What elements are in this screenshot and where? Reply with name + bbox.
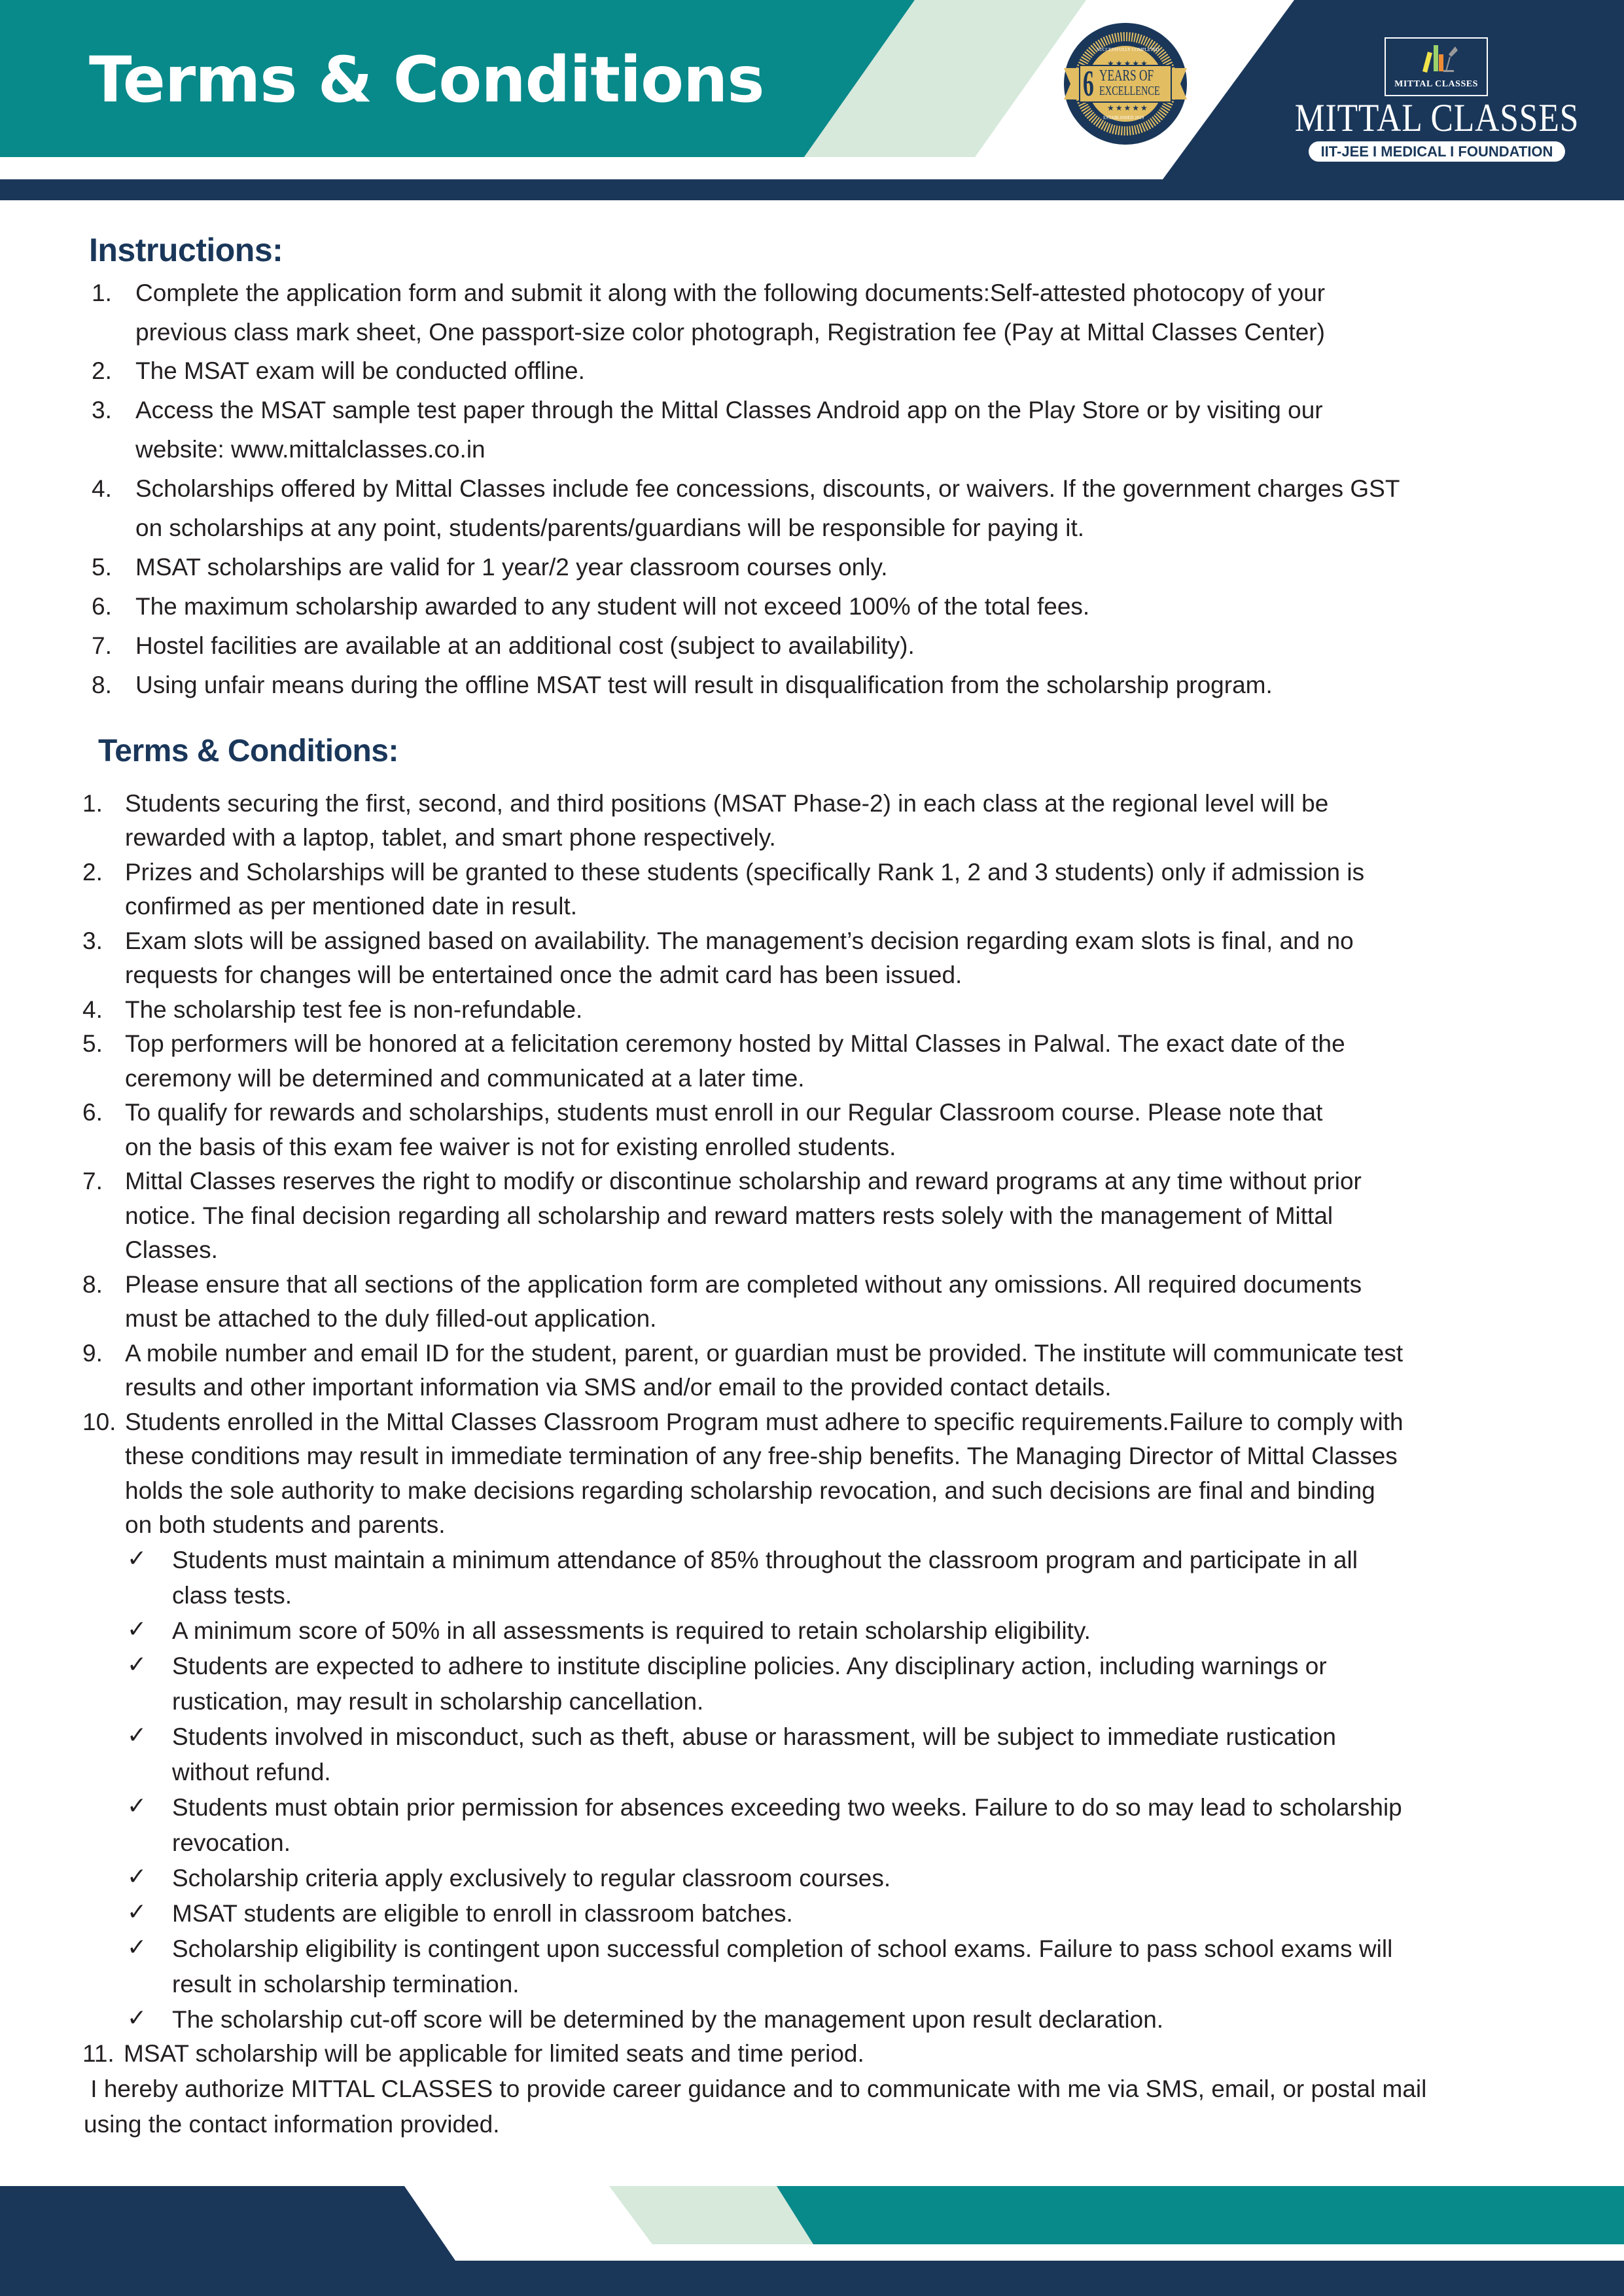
checkmark-icon: ✓	[127, 1722, 147, 1749]
term-line: Exam slots will be assigned based on availability. The management’s decision regarding exam slots is final, and no	[125, 927, 1354, 954]
term-line: on both students and parents.	[125, 1511, 446, 1538]
term-number: 3.	[82, 927, 103, 954]
term-line: these conditions may result in immediate termination of any free-ship benefits. The Managing Director of Mittal Classes	[125, 1443, 1398, 1469]
logo-box	[1385, 37, 1488, 96]
instruction-number: 1.	[92, 279, 112, 306]
instruction-line: previous class mark sheet, One passport-size color photograph, Registration fee (Pay at Mittal Classes Center)	[135, 319, 1325, 346]
checklist-line: A minimum score of 50% in all assessments is required to retain scholarship eligibility.	[172, 1617, 1091, 1644]
term-line: MSAT scholarship will be applicable for limited seats and time period.	[124, 2040, 864, 2067]
badge-line2: EXCELLENCE	[1099, 84, 1160, 98]
instruction-line: Using unfair means during the offline MSAT test will result in disqualification from the scholarship program.	[135, 672, 1273, 698]
term-line: rewarded with a laptop, tablet, and smart phone respectively.	[125, 824, 776, 851]
term-number: 9.	[82, 1340, 103, 1367]
checklist-line: revocation.	[172, 1829, 291, 1856]
checkmark-icon: ✓	[127, 1863, 147, 1890]
term-line: Prizes and Scholarships will be granted to these students (specifically Rank 1, 2 and 3 students) only if admission is	[125, 859, 1365, 886]
checklist-line: The scholarship cut-off score will be determined by the management upon result declaration.	[172, 2006, 1164, 2033]
instruction-line: Hostel facilities are available at an additional cost (subject to availability).	[135, 632, 915, 659]
checklist-line: Students must maintain a minimum attendance of 85% throughout the classroom program and participate in all	[172, 1547, 1358, 1573]
term-number: 10.	[82, 1408, 116, 1435]
term-number: 11.	[82, 2040, 115, 2067]
checkmark-icon: ✓	[127, 1545, 147, 1572]
term-line: holds the sole authority to make decisions regarding scholarship revocation, and such decisions are final and binding	[125, 1477, 1375, 1504]
term-line: Top performers will be honored at a felicitation ceremony hosted by Mittal Classes in Palwal. The exact date of the	[125, 1030, 1345, 1057]
instruction-number: 3.	[92, 397, 112, 423]
brand-name: MITTAL CLASSES	[1294, 96, 1580, 139]
checkmark-icon: ✓	[127, 1934, 147, 1961]
term-line: Classes.	[125, 1236, 218, 1263]
checkmark-icon: ✓	[127, 2005, 147, 2032]
footer-teal-band	[777, 2186, 1624, 2244]
checklist-line: MSAT students are eligible to enroll in classroom batches.	[172, 1900, 793, 1927]
authorization-statement: using the contact information provided.	[84, 2111, 500, 2138]
term-line: Students enrolled in the Mittal Classes Classroom Program must adhere to specific requirements.Failure to comply with	[125, 1408, 1403, 1435]
terms-heading: Terms & Conditions:	[98, 734, 398, 768]
instruction-number: 7.	[92, 632, 112, 659]
checklist-line: class tests.	[172, 1582, 292, 1609]
instruction-line: Complete the application form and submit it along with the following documents:Self-attested photocopy of your	[135, 279, 1326, 306]
term-number: 7.	[82, 1168, 103, 1194]
checkmark-icon: ✓	[127, 1616, 147, 1643]
badge-arc-bottom: ESTABLISHED 2019	[1103, 115, 1144, 120]
term-line: requests for changes will be entertained once the admit card has been issued.	[125, 961, 962, 988]
term-line: The scholarship test fee is non-refundable.	[125, 996, 583, 1023]
term-line: Students securing the first, second, and third positions (MSAT Phase-2) in each class at the regional level will be	[125, 790, 1329, 817]
books-lamp-icon	[1420, 44, 1459, 75]
checklist-line: Scholarship criteria apply exclusively to regular classroom courses.	[172, 1865, 891, 1892]
checklist-line: Students involved in misconduct, such as theft, abuse or harassment, will be subject to immediate rustication	[172, 1723, 1336, 1750]
checkmark-icon: ✓	[127, 1793, 147, 1820]
instruction-line: on scholarships at any point, students/parents/guardians will be responsible for paying it.	[135, 514, 1085, 541]
term-line: must be attached to the duly filled-out application.	[125, 1305, 657, 1332]
term-number: 4.	[82, 996, 103, 1023]
instruction-line: Access the MSAT sample test paper through the Mittal Classes Android app on the Play Store or by visiting our	[135, 397, 1323, 423]
authorization-statement: I hereby authorize MITTAL CLASSES to provide career guidance and to communicate with me via SMS, email, or postal mail	[84, 2075, 1427, 2102]
term-line: results and other important information via SMS and/or email to the provided contact details.	[125, 1374, 1112, 1401]
logo-small-text: MITTAL CLASSES	[1394, 79, 1478, 89]
badge-stars-bottom: ★★★★★	[1107, 103, 1149, 113]
term-number: 8.	[82, 1271, 103, 1298]
instruction-line: Scholarships offered by Mittal Classes include fee concessions, discounts, or waivers. If the government charges GST	[135, 475, 1400, 502]
badge-line1: YEARS OF	[1099, 67, 1154, 84]
term-number: 6.	[82, 1099, 103, 1126]
brand-tagline: IIT-JEE I MEDICAL I FOUNDATION	[1309, 141, 1565, 162]
term-line: A mobile number and email ID for the student, parent, or guardian must be provided. The institute will communicate test	[125, 1340, 1403, 1367]
checkmark-icon: ✓	[127, 1651, 147, 1678]
badge-stars-top: ★★★★★	[1107, 59, 1149, 68]
instruction-line: MSAT scholarships are valid for 1 year/2 year classroom courses only.	[135, 554, 888, 581]
badge-number: 6	[1083, 63, 1094, 104]
checklist-line: Scholarship eligibility is contingent upon successful completion of school exams. Failure to pass school exams will	[172, 1935, 1393, 1962]
instruction-number: 4.	[92, 475, 112, 502]
term-number: 5.	[82, 1030, 103, 1057]
instruction-website-line: website: www.mittalclasses.co.in	[135, 436, 485, 463]
checklist-line: rustication, may result in scholarship cancellation.	[172, 1688, 704, 1715]
term-line: Mittal Classes reserves the right to modify or discontinue scholarship and reward programs at any time without prior	[125, 1168, 1362, 1194]
term-line: To qualify for rewards and scholarships, students must enroll in our Regular Classroom course. Please note that	[125, 1099, 1323, 1126]
term-number: 1.	[82, 790, 103, 817]
instruction-line: The maximum scholarship awarded to any student will not exceed 100% of the total fees.	[135, 593, 1090, 620]
term-line: notice. The final decision regarding all scholarship and reward matters rests solely with the management of Mittal	[125, 1202, 1333, 1229]
term-line: on the basis of this exam fee waiver is not for existing enrolled students.	[125, 1134, 896, 1160]
term-line: confirmed as per mentioned date in result.	[125, 893, 578, 920]
instruction-number: 6.	[92, 593, 112, 620]
checklist-line: without refund.	[172, 1759, 331, 1785]
term-line: Please ensure that all sections of the application form are completed without any omissions. All required documents	[125, 1271, 1362, 1298]
instruction-number: 8.	[92, 672, 112, 698]
checklist-line: result in scholarship termination.	[172, 1971, 520, 1998]
term-line: ceremony will be determined and communicated at a later time.	[125, 1065, 805, 1092]
instruction-number: 5.	[92, 554, 112, 581]
checklist-line: Students must obtain prior permission for absences exceeding two weeks. Failure to do so may lead to scholarship	[172, 1794, 1402, 1821]
instruction-line: The MSAT exam will be conducted offline.	[135, 357, 585, 384]
checkmark-icon: ✓	[127, 1899, 147, 1926]
term-number: 2.	[82, 859, 103, 886]
page-title: Terms & Conditions	[89, 43, 764, 117]
header-navy-bar	[0, 179, 1624, 200]
instructions-heading: Instructions:	[89, 232, 283, 268]
badge-arc-top: SUCCESSFULLY COMPLETED	[1097, 47, 1159, 52]
instruction-number: 2.	[92, 357, 112, 384]
checklist-line: Students are expected to adhere to institute discipline policies. Any disciplinary action, including warnings or	[172, 1653, 1327, 1679]
